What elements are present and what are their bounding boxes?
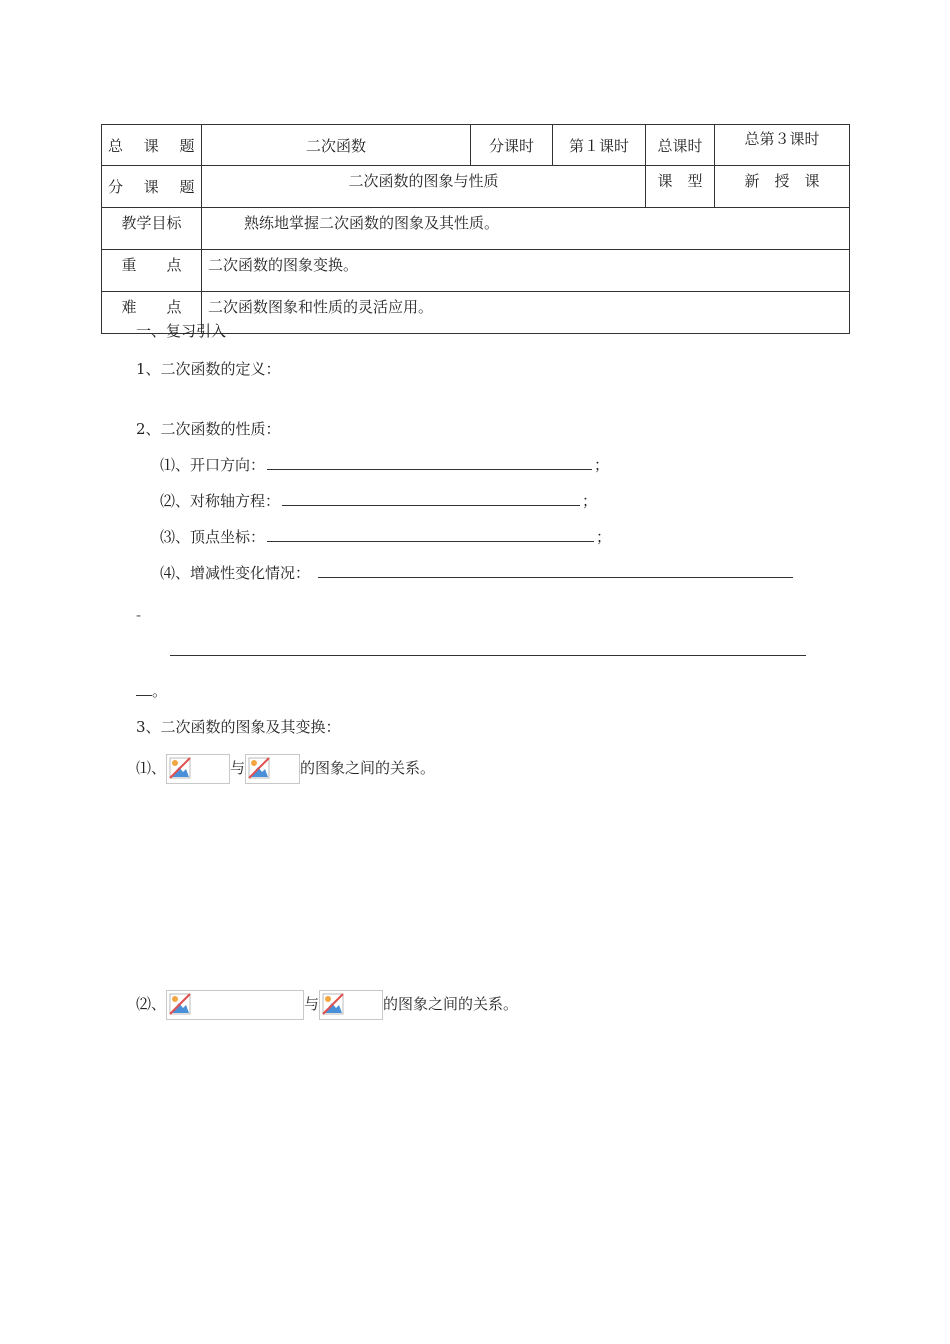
relation-text: 的图象之间的关系。 (383, 995, 519, 1013)
answer-blank-monotonicity-3[interactable] (136, 681, 152, 696)
formula-image-1a (166, 754, 230, 784)
item-1-prefix: ⑴、 (136, 759, 167, 777)
formula-image-2b (319, 990, 383, 1020)
answer-blank-axis[interactable] (282, 491, 580, 506)
question-transformations: 3、二次函数的图象及其变换： (136, 718, 341, 736)
semicolon: ； (596, 528, 612, 546)
header-row-subtopic (102, 166, 850, 208)
lesson-type-label: 课 型 (646, 166, 715, 208)
lesson-header-table (101, 124, 850, 334)
question-definition: 1、二次函数的定义： (136, 360, 281, 378)
answer-blank-monotonicity-1[interactable] (318, 563, 793, 578)
semicolon: ； (582, 492, 598, 510)
answer-blank-monotonicity-2[interactable] (170, 641, 806, 656)
keypoint-label: 重 点 (102, 250, 202, 292)
section-review-heading: 一、复习引入 (136, 322, 227, 340)
subtopic-label: 分 课 题 (102, 166, 202, 208)
transformation-item-1 (136, 754, 435, 784)
end-period: 。 (152, 682, 168, 700)
answer-end (136, 680, 167, 701)
broken-image-icon (248, 757, 270, 779)
total-period-value: 总第３课时 (715, 125, 850, 166)
answer-blank-opening[interactable] (267, 455, 592, 470)
and-word: 与 (304, 995, 320, 1013)
property-monotonicity (160, 562, 795, 583)
property-vertex (160, 526, 611, 547)
sub-period-value: 第１课时 (553, 125, 646, 166)
objective-label: 教学目标 (102, 208, 202, 250)
property-opening-direction (160, 454, 609, 475)
broken-image-icon (322, 993, 344, 1015)
formula-image-2a (166, 990, 304, 1020)
property-axis-label: ⑵、对称轴方程： (160, 492, 281, 510)
item-2-prefix: ⑵、 (136, 995, 167, 1013)
question-properties: 2、二次函数的性质： (136, 420, 281, 438)
relation-text: 的图象之间的关系。 (300, 759, 436, 777)
answer-blank-vertex[interactable] (267, 527, 594, 542)
formula-image-1b (245, 754, 300, 784)
difficulty-label: 难 点 (102, 292, 202, 334)
property-monotonicity-label: ⑷、增减性变化情况： (160, 564, 311, 582)
topic-label: 总 课 题 (102, 125, 202, 166)
property-axis-equation (160, 490, 597, 511)
difficulty-value: 二次函数图象和性质的灵活应用。 (202, 292, 850, 334)
lesson-type-value: 新 授 课 (715, 166, 850, 208)
subtopic-value: 二次函数的图象与性质 (202, 166, 646, 208)
sub-period-label: 分课时 (471, 125, 553, 166)
header-row-topic (102, 125, 850, 166)
header-row-keypoint (102, 250, 850, 292)
broken-image-icon (169, 993, 191, 1015)
property-vertex-label: ⑶、顶点坐标： (160, 528, 266, 546)
objective-value: 熟练地掌握二次函数的图象及其性质。 (202, 208, 850, 250)
broken-image-icon (169, 757, 191, 779)
topic-value: 二次函数 (202, 125, 471, 166)
keypoint-value: 二次函数的图象变换。 (202, 250, 850, 292)
header-row-objective (102, 208, 850, 250)
transformation-item-2 (136, 990, 518, 1020)
total-period-label: 总课时 (646, 125, 715, 166)
and-word: 与 (230, 759, 246, 777)
semicolon: ； (594, 456, 610, 474)
property-opening-label: ⑴、开口方向： (160, 456, 266, 474)
continuation-dash: - (136, 606, 142, 624)
